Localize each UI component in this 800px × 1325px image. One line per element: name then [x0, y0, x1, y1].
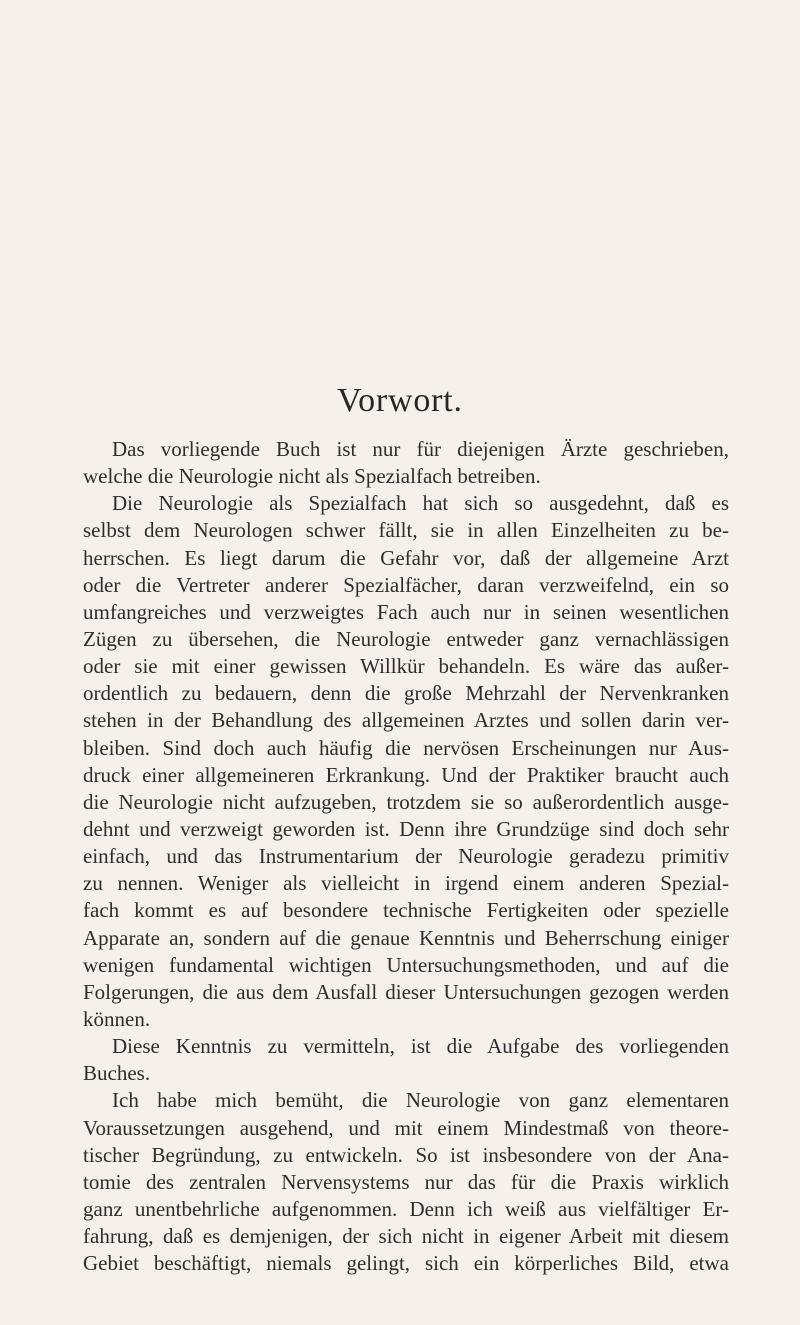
text-line: bleiben. Sind doch auch häufig die nervösen Erscheinungen nur Aus-: [83, 735, 729, 760]
text-line: Ich habe mich bemüht, die Neurologie von ganz elementaren: [112, 1088, 729, 1113]
text-line: Die Neurologie als Spezialfach hat sich so ausgedehnt, daß es: [112, 491, 729, 516]
text-line: einfach, und das Instrumentarium der Neurologie geradezu primitiv: [83, 844, 729, 869]
text-line: ordentlich zu bedauern, denn die große Mehrzahl der Nervenkranken: [83, 681, 729, 706]
text-line: welche die Neurologie nicht als Spezialfach betreiben.: [83, 464, 541, 489]
text-line: die Neurologie nicht aufzugeben, trotzdem sie so außerordentlich ausge-: [83, 789, 729, 814]
text-line: tischer Begründung, zu entwickeln. So ist insbesondere von der Ana-: [83, 1142, 729, 1167]
text-line: ganz unentbehrliche aufgenommen. Denn ich weiß aus vielfältiger Er-: [83, 1196, 729, 1221]
text-line: Buches.: [83, 1061, 151, 1086]
text-line: Apparate an, sondern auf die genaue Kenntnis und Beherrschung einiger: [83, 925, 729, 950]
text-line: Voraussetzungen ausgehend, und mit einem Mindestmaß von theore-: [83, 1115, 729, 1140]
text-line: oder die Vertreter anderer Spezialfächer, daran verzweifelnd, ein so: [83, 572, 729, 597]
text-line: Zügen zu übersehen, die Neurologie entweder ganz vernachlässigen: [83, 626, 729, 651]
text-line: druck einer allgemeineren Erkrankung. Und der Praktiker braucht auch: [83, 762, 729, 787]
text-line: wenigen fundamental wichtigen Untersuchungsmethoden, und auf die: [83, 952, 729, 977]
text-line: Folgerungen, die aus dem Ausfall dieser Untersuchungen gezogen werden: [83, 979, 729, 1004]
page-heading: Vorwort.: [337, 382, 463, 419]
text-line: stehen in der Behandlung des allgemeinen Arztes und sollen darin ver-: [83, 708, 729, 733]
text-line: dehnt und verzweigt geworden ist. Denn ihre Grundzüge sind doch sehr: [83, 816, 729, 841]
text-line: zu nennen. Weniger als vielleicht in irgend einem anderen Spezial-: [83, 871, 729, 896]
text-line: fahrung, daß es demjenigen, der sich nicht in eigener Arbeit mit diesem: [83, 1224, 729, 1249]
text-line: umfangreiches und verzweigtes Fach auch nur in seinen wesentlichen: [83, 599, 729, 624]
preface-text: [83, 436, 729, 1277]
text-line: können.: [83, 1006, 151, 1031]
text-line: selbst dem Neurologen schwer fällt, sie in allen Einzelheiten zu be-: [83, 518, 729, 543]
text-line: tomie des zentralen Nervensystems nur das für die Praxis wirklich: [83, 1169, 729, 1194]
text-line: Das vorliegende Buch ist nur für diejenigen Ärzte geschrieben,: [112, 437, 729, 461]
text-line: fach kommt es auf besondere technische Fertigkeiten oder spezielle: [83, 898, 729, 923]
text-line: Diese Kenntnis zu vermitteln, ist die Aufgabe des vorliegenden: [112, 1034, 729, 1059]
text-line: Gebiet beschäftigt, niemals gelingt, sich ein körperliches Bild, etwa: [83, 1251, 729, 1276]
text-line: oder sie mit einer gewissen Willkür behandeln. Es wäre das außer-: [83, 654, 729, 679]
text-line: herrschen. Es liegt darum die Gefahr vor, daß der allgemeine Arzt: [83, 545, 729, 570]
